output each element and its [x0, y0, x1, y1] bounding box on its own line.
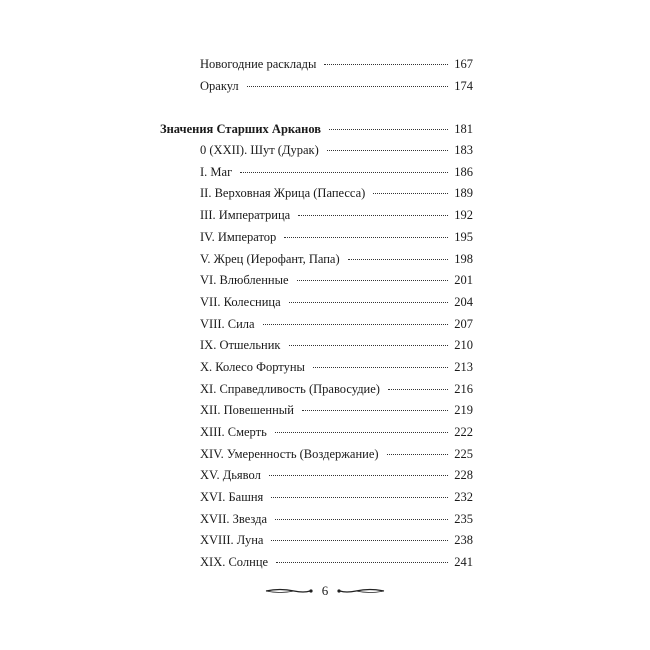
- toc-entry-title: XII. Повешенный: [200, 403, 294, 417]
- dot-leader: [313, 366, 448, 368]
- toc-entry: [200, 554, 473, 570]
- dot-leader: [263, 323, 449, 325]
- toc-entry-title: XI. Справедливость (Правосудие): [200, 382, 380, 396]
- toc-entry-title: V. Жрец (Иерофант, Папа): [200, 252, 340, 266]
- toc-section-title: Значения Старших Арканов: [160, 122, 322, 136]
- toc-section-heading: [160, 121, 473, 137]
- toc-entry: [200, 229, 473, 245]
- dot-leader: [275, 518, 448, 520]
- toc-entry-page: 189: [454, 186, 473, 200]
- toc-entry-title: VIII. Сила: [200, 317, 255, 331]
- dot-leader: [373, 192, 448, 194]
- toc-entry-title: XIII. Смерть: [200, 425, 267, 439]
- toc-entry: [200, 532, 473, 548]
- toc-entry: [200, 381, 473, 397]
- toc-entry: [200, 446, 473, 462]
- toc-entry: [200, 251, 473, 267]
- toc-entry-title: VII. Колесница: [200, 295, 281, 309]
- toc-entry-page: 235: [454, 512, 473, 526]
- toc-entry-title: X. Колесо Фортуны: [200, 360, 305, 374]
- page-number: 6: [321, 583, 329, 598]
- toc-section-page: 181: [454, 122, 473, 136]
- dot-leader: [284, 236, 448, 238]
- toc-entry-page: 186: [454, 165, 473, 179]
- toc-entry: [200, 294, 473, 310]
- toc-entry-title: XVII. Звезда: [200, 512, 268, 526]
- toc-entry: [200, 164, 473, 180]
- toc-entry-title: XVIII. Луна: [200, 533, 264, 547]
- toc-entry-page: 222: [454, 425, 473, 439]
- dot-leader: [388, 388, 448, 390]
- dot-leader: [247, 85, 449, 87]
- toc-entry: [200, 489, 473, 505]
- toc-entry-title: III. Императрица: [200, 208, 291, 222]
- toc-entry-page: 232: [454, 490, 473, 504]
- dot-leader: [302, 409, 448, 411]
- toc-entry-title: XVI. Башня: [200, 490, 264, 504]
- toc-entry-page: 241: [454, 555, 473, 569]
- toc-entry: [200, 272, 473, 288]
- dot-leader: [275, 431, 448, 433]
- toc-entry-title: IX. Отшельник: [200, 338, 281, 352]
- toc-entry-title: XIV. Умеренность (Воздержание): [200, 447, 379, 461]
- page-footer: [0, 579, 650, 603]
- dot-leader: [348, 258, 449, 260]
- toc-entry: [200, 359, 473, 375]
- toc-entry-page: 219: [454, 403, 473, 417]
- toc-entry: [200, 78, 473, 94]
- toc-entry: [200, 337, 473, 353]
- flourish-ornament-icon: [264, 585, 314, 597]
- toc-entry: [200, 424, 473, 440]
- toc-entry: [200, 207, 473, 223]
- toc-entry-page: 204: [454, 295, 473, 309]
- toc-entry-page: 195: [454, 230, 473, 244]
- toc-entry-title: XV. Дьявол: [200, 468, 261, 482]
- flourish-ornament-icon: [336, 585, 386, 597]
- toc-entry-page: 225: [454, 447, 473, 461]
- toc-entry-title: XIX. Солнце: [200, 555, 269, 569]
- toc-entry: [200, 402, 473, 418]
- toc-entry-title: IV. Император: [200, 230, 277, 244]
- dot-leader: [387, 453, 449, 455]
- dot-leader: [240, 171, 448, 173]
- toc-entry-title: VI. Влюбленные: [200, 273, 289, 287]
- toc-entry-page: 238: [454, 533, 473, 547]
- dot-leader: [276, 561, 448, 563]
- toc-entry-title: II. Верховная Жрица (Папесса): [200, 186, 366, 200]
- dot-leader: [298, 214, 448, 216]
- toc-entry-page: 201: [454, 273, 473, 287]
- dot-leader: [271, 496, 448, 498]
- toc-entry-title: 0 (XXII). Шут (Дурак): [200, 143, 319, 157]
- toc-entry-page: 174: [454, 79, 473, 93]
- toc-entry-page: 216: [454, 382, 473, 396]
- dot-leader: [329, 128, 448, 130]
- toc-entry: [200, 316, 473, 332]
- dot-leader: [297, 279, 449, 281]
- toc-entry-page: 192: [454, 208, 473, 222]
- toc-entry-title: Новогодние расклады: [200, 57, 317, 71]
- toc-entry-page: 210: [454, 338, 473, 352]
- toc-entry-page: 213: [454, 360, 473, 374]
- dot-leader: [269, 474, 448, 476]
- dot-leader: [289, 301, 449, 303]
- dot-leader: [324, 63, 448, 65]
- toc-entry-page: 228: [454, 468, 473, 482]
- toc-entry-page: 207: [454, 317, 473, 331]
- toc-entry: [200, 511, 473, 527]
- toc-entry: [200, 142, 473, 158]
- toc-entry-title: Оракул: [200, 79, 239, 93]
- toc-entry-page: 183: [454, 143, 473, 157]
- dot-leader: [327, 149, 449, 151]
- dot-leader: [289, 344, 449, 346]
- toc-entry-page: 167: [454, 57, 473, 71]
- toc-entry: [200, 467, 473, 483]
- dot-leader: [271, 539, 448, 541]
- toc-entry-title: I. Маг: [200, 165, 233, 179]
- toc-entry: [200, 56, 473, 72]
- toc-entry-page: 198: [454, 252, 473, 266]
- toc-entry: [200, 185, 473, 201]
